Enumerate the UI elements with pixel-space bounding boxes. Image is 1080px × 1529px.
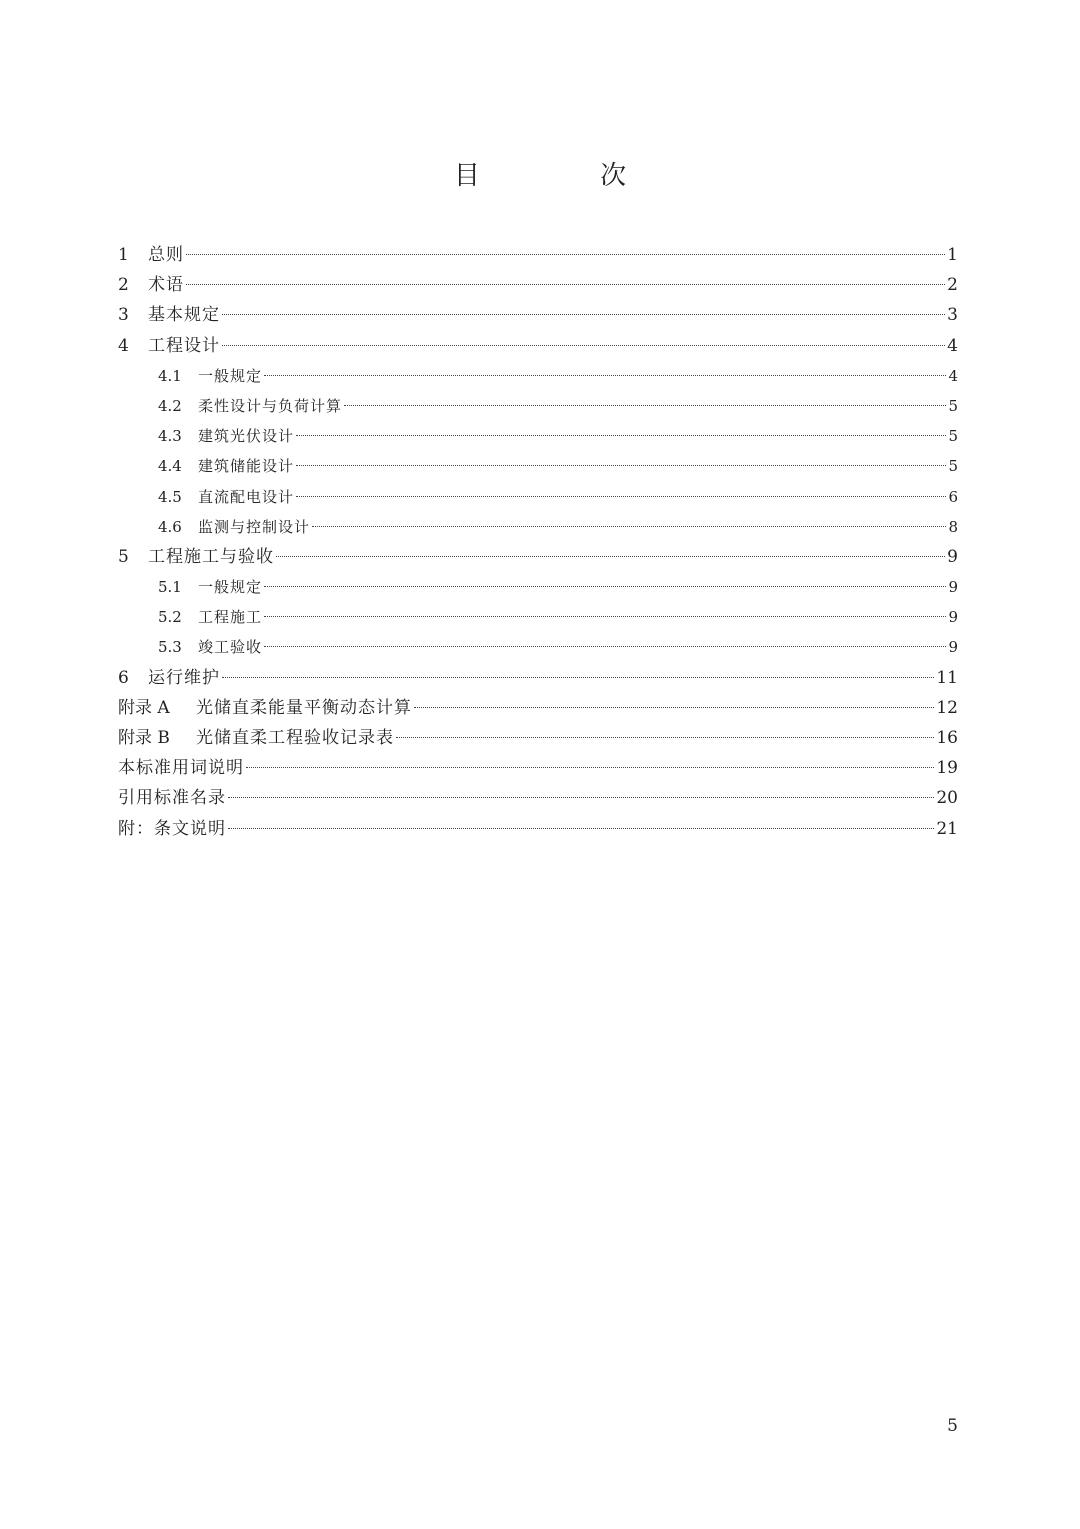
toc-entry-title: 附：条文说明 bbox=[118, 818, 226, 839]
toc-entry-title: 竣工验收 bbox=[198, 638, 263, 657]
toc-entry-page: 20 bbox=[936, 788, 958, 809]
toc-entry-title: 光储直柔能量平衡动态计算 bbox=[196, 697, 412, 718]
toc-entry-number: 5.1 bbox=[158, 578, 182, 597]
toc-entry-page: 16 bbox=[936, 728, 958, 748]
dot-leader bbox=[344, 405, 946, 406]
toc-subentry[interactable] bbox=[118, 572, 958, 602]
toc-entry-page: 5 bbox=[948, 396, 958, 415]
toc-entry-title: 术语 bbox=[148, 275, 184, 296]
toc-entry-number: 5.2 bbox=[158, 608, 182, 627]
toc-entry-title: 总则 bbox=[148, 245, 184, 265]
dot-leader bbox=[186, 284, 945, 285]
dot-leader bbox=[222, 677, 934, 678]
toc-entry-page: 9 bbox=[948, 638, 958, 657]
dot-leader bbox=[296, 465, 946, 466]
toc-subentry[interactable] bbox=[118, 632, 958, 662]
toc-entry-title: 光储直柔工程验收记录表 bbox=[196, 728, 394, 748]
toc-entry-title: 监测与控制设计 bbox=[198, 517, 311, 536]
dot-leader bbox=[312, 526, 946, 527]
dot-leader bbox=[264, 586, 946, 587]
toc-subentry[interactable] bbox=[118, 482, 958, 512]
dot-leader bbox=[222, 314, 945, 315]
toc-entry-page: 6 bbox=[948, 487, 958, 506]
dot-leader bbox=[228, 797, 934, 798]
dot-leader bbox=[246, 767, 934, 768]
toc-entry-title: 建筑光伏设计 bbox=[198, 427, 295, 446]
toc-subentry[interactable] bbox=[118, 361, 958, 391]
toc-entry-number: 4 bbox=[118, 335, 129, 356]
page-title: 目 次 bbox=[453, 161, 683, 191]
toc-entry[interactable] bbox=[118, 542, 958, 572]
toc-entry-page: 9 bbox=[947, 546, 958, 567]
toc-subentry[interactable] bbox=[118, 602, 958, 632]
toc-entry-page: 11 bbox=[936, 667, 958, 688]
toc-subentry[interactable] bbox=[118, 451, 958, 481]
toc-entry-number: 附录 A bbox=[118, 697, 170, 718]
toc-entry-number: 4.4 bbox=[158, 457, 182, 476]
toc-entry-title: 基本规定 bbox=[148, 305, 220, 326]
dot-leader bbox=[264, 646, 946, 647]
toc-entry[interactable] bbox=[118, 783, 958, 813]
toc-entry-page: 1 bbox=[947, 245, 958, 265]
toc-entry-number: 4.1 bbox=[158, 366, 182, 385]
dot-leader bbox=[414, 707, 934, 708]
dot-leader bbox=[228, 828, 934, 829]
dot-leader bbox=[222, 345, 945, 346]
toc-entry-title: 一般规定 bbox=[198, 366, 263, 385]
toc-entry[interactable] bbox=[118, 663, 958, 693]
toc-entry-page: 9 bbox=[948, 608, 958, 627]
toc-entry-title: 运行维护 bbox=[148, 667, 220, 688]
dot-leader bbox=[396, 737, 934, 738]
toc-entry-number: 2 bbox=[118, 275, 129, 296]
toc-appendix-entry[interactable] bbox=[118, 693, 958, 723]
toc-entry-page: 5 bbox=[948, 427, 958, 446]
toc-entry-title: 柔性设计与负荷计算 bbox=[198, 396, 343, 415]
toc-entry-number: 6 bbox=[118, 667, 129, 688]
toc-entry-title: 本标准用词说明 bbox=[118, 758, 244, 779]
toc-entry-title: 引用标准名录 bbox=[118, 788, 226, 809]
toc-entry-title: 一般规定 bbox=[198, 578, 263, 597]
toc-entry-title: 工程施工与验收 bbox=[148, 546, 274, 567]
toc-entry-page: 4 bbox=[947, 335, 958, 356]
dot-leader bbox=[186, 254, 945, 255]
toc-entry-number: 1 bbox=[118, 245, 129, 265]
toc-entry-number: 4.6 bbox=[158, 517, 182, 536]
toc-entry-page: 12 bbox=[936, 697, 958, 718]
toc-entry-page: 9 bbox=[948, 578, 958, 597]
dot-leader bbox=[296, 496, 946, 497]
toc-entry-number: 附录 B bbox=[118, 728, 170, 748]
toc-entry[interactable] bbox=[118, 240, 958, 270]
toc-entry[interactable] bbox=[118, 753, 958, 783]
toc-entry-number: 4.5 bbox=[158, 487, 182, 506]
toc-entry-page: 21 bbox=[936, 818, 958, 839]
toc-entry-page: 8 bbox=[948, 517, 958, 536]
toc-entry-title: 直流配电设计 bbox=[198, 487, 295, 506]
toc-subentry[interactable] bbox=[118, 391, 958, 421]
dot-leader bbox=[276, 556, 945, 557]
dot-leader bbox=[264, 616, 946, 617]
toc-entry-page: 2 bbox=[947, 275, 958, 296]
toc-entry-number: 5.3 bbox=[158, 638, 182, 657]
toc-entry[interactable] bbox=[118, 270, 958, 300]
toc-entry-number: 5 bbox=[118, 546, 129, 567]
toc-entry-number: 4.3 bbox=[158, 427, 182, 446]
toc-entry[interactable] bbox=[118, 300, 958, 330]
toc-entry-title: 工程施工 bbox=[198, 608, 263, 627]
toc-entry-title: 建筑储能设计 bbox=[198, 457, 295, 476]
toc-subentry[interactable] bbox=[118, 421, 958, 451]
toc-entry-page: 19 bbox=[936, 758, 958, 779]
page-number: 5 bbox=[947, 1416, 958, 1436]
toc-entry[interactable] bbox=[118, 814, 958, 844]
dot-leader bbox=[264, 375, 946, 376]
toc-appendix-entry[interactable] bbox=[118, 723, 958, 753]
toc-entry-number: 3 bbox=[118, 305, 129, 326]
toc-entry-title: 工程设计 bbox=[148, 335, 220, 356]
toc-entry[interactable] bbox=[118, 331, 958, 361]
toc-entry-page: 4 bbox=[948, 366, 958, 385]
table-of-contents bbox=[118, 240, 958, 844]
toc-entry-page: 5 bbox=[948, 457, 958, 476]
toc-entry-page: 3 bbox=[947, 305, 958, 326]
toc-subentry[interactable] bbox=[118, 512, 958, 542]
dot-leader bbox=[296, 435, 946, 436]
toc-entry-number: 4.2 bbox=[158, 396, 182, 415]
